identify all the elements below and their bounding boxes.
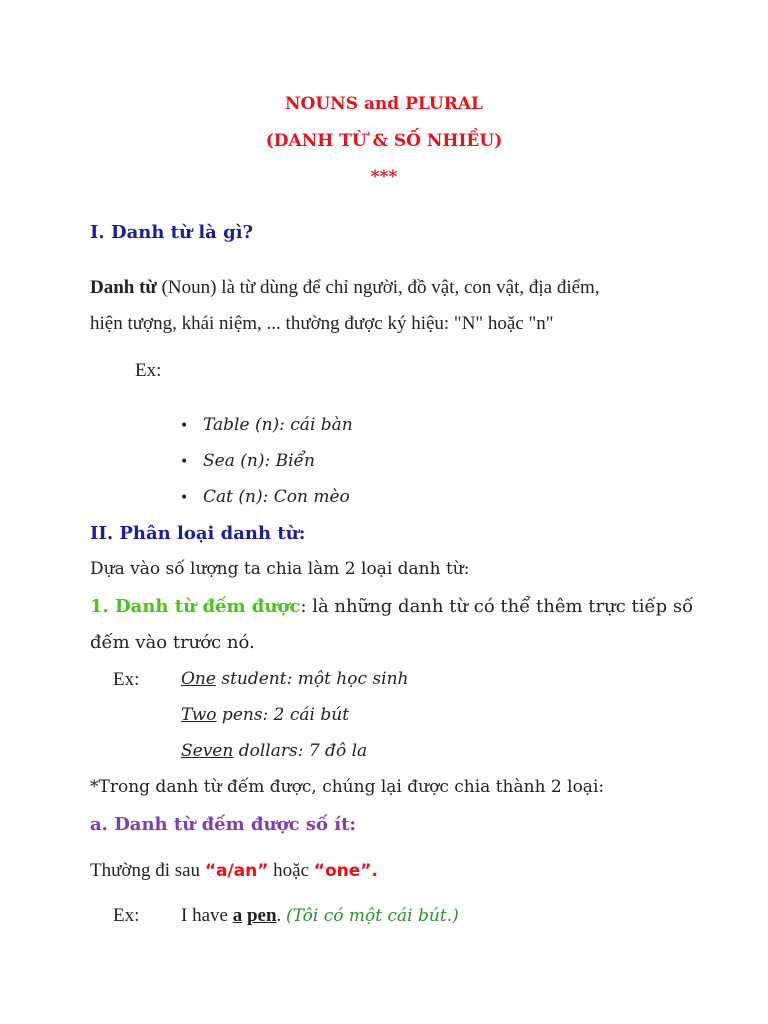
countable-example-2 [181,705,349,725]
article-one: “one”. [313,861,378,881]
example-text: I have [181,905,233,926]
ex-label-1: Ex: [135,360,162,381]
example-item-3: Cat (n): Con mèo [203,487,350,507]
section-2-heading: II. Phân loại danh từ: [90,523,306,544]
singular-rule [90,860,378,882]
definition-term: Danh từ [90,277,157,298]
singular-heading: a. Danh từ đếm được số ít: [90,814,357,835]
bullet-1: • [180,418,189,434]
ex-label-3: Ex: [113,905,140,926]
translation: (Tôi có một cái bút.) [286,906,459,926]
example-text: dollars: 7 đô la [233,741,368,761]
countable-label: 1. Danh từ đếm được [90,596,301,617]
definition-line-2: hiện tượng, khái niệm, ... thường được ký hiệu: "N" hoặc "n" [90,313,554,334]
rule-text: Thường đi sau [90,860,205,881]
definition-text: (Noun) là từ dùng để chỉ người, đồ vật, con vật, địa điểm, [156,277,600,298]
countable-text: : là những danh từ có thể thêm trực tiếp số [300,596,694,617]
title-stars: *** [370,167,398,187]
example-text: student: một học sinh [215,669,409,689]
section-1-heading: I. Danh từ là gì? [90,222,254,243]
countable-note: *Trong danh từ đếm được, chúng lại được chia thành 2 loại: [90,777,605,797]
example-item-2: Sea (n): Biển [203,451,315,471]
rule-conjunction: hoặc [268,860,314,881]
doc-subtitle: (DANH TỪ & SỐ NHIỀU) [265,131,503,151]
article-highlight: a [232,905,243,926]
example-item-1: Table (n): cái bàn [203,415,353,435]
period: . [276,905,287,926]
doc-title: NOUNS and PLURAL [285,94,483,114]
countable-example-1 [181,669,408,689]
countable-definition-line-2: đếm vào trước nó. [90,632,255,653]
article-a-an: “a/an” [204,861,269,881]
number-word: Two [181,705,217,725]
number-word: One [181,669,216,689]
bullet-2: • [180,454,189,470]
singular-example [181,905,459,927]
ex-label-2: Ex: [113,669,140,690]
countable-definition-line-1 [90,596,693,617]
definition-line-1 [90,277,600,299]
noun-highlight: pen [246,905,277,926]
countable-example-3 [181,741,367,761]
bullet-3: • [180,490,189,506]
example-text: pens: 2 cái bút [216,705,350,725]
section-2-intro: Dựa vào số lượng ta chia làm 2 loại danh từ: [90,559,470,579]
number-word: Seven [181,741,234,761]
